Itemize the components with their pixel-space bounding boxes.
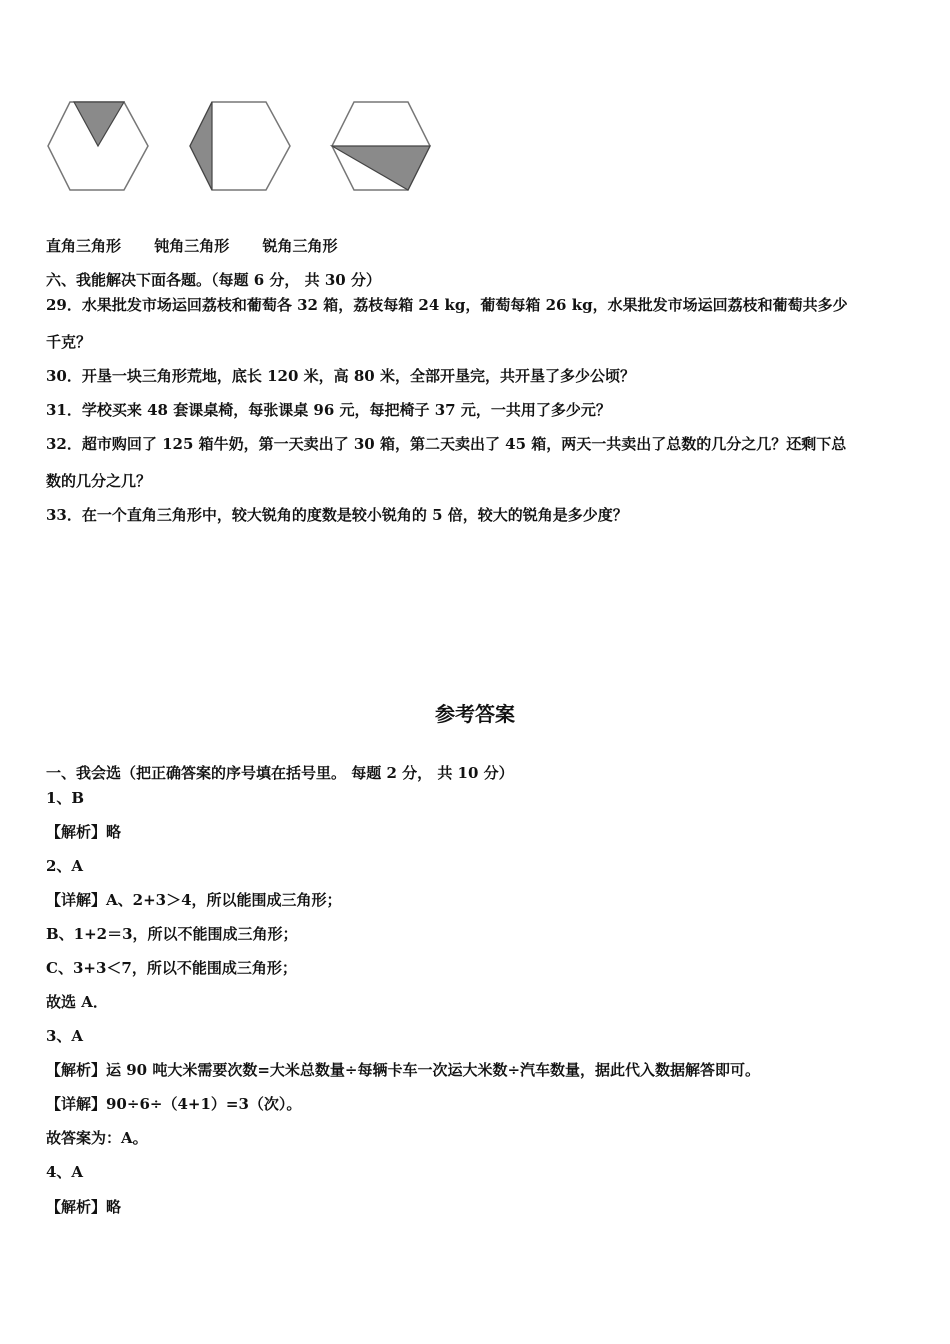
label-acute-triangle: 锐角三角形 (262, 237, 338, 255)
answer-3-answer: 故答案为：A。 (46, 1129, 148, 1147)
answer-2: 2、A (46, 857, 84, 875)
section6-heading: 六、我能解决下面各题。（每题 6 分， 共 30 分） (46, 271, 381, 289)
question-30: 30．开垦一块三角形荒地，底长 120 米，高 80 米，全部开垦完，共开垦了多少公顷？ (46, 367, 635, 385)
answers-heading: 一、我会选（把正确答案的序号填在括号里。 每题 2 分， 共 10 分） (46, 764, 514, 782)
figure-labels (46, 236, 366, 256)
answer-2-option-c: C、3+3＜7，所以不能围成三角形； (46, 959, 297, 977)
answer-2-detail: 【详解】A、2+3＞4，所以能围成三角形； (46, 891, 342, 909)
label-obtuse-triangle: 钝角三角形 (154, 237, 230, 255)
question-31: 31．学校买来 48 套课桌椅，每张课桌 96 元，每把椅子 37 元，一共用了多少元？ (46, 401, 611, 419)
answer-1-analysis: 【解析】略 (46, 823, 122, 841)
answer-1: 1、B (46, 789, 85, 807)
question-32-line2: 数的几分之几？ (46, 472, 152, 490)
answer-4-analysis: 【解析】略 (46, 1198, 122, 1216)
hexagon-right-triangle (48, 102, 148, 190)
question-29-line2: 千克？ (46, 333, 92, 351)
answer-4: 4、A (46, 1163, 84, 1181)
question-33: 33．在一个直角三角形中，较大锐角的度数是较小锐角的 5 倍，较大的锐角是多少度？ (46, 506, 628, 524)
answer-3: 3、A (46, 1027, 84, 1045)
answer-3-detail: 【详解】90÷6÷（4+1）=3（次）。 (46, 1095, 302, 1113)
question-32-line1: 32．超市购回了 125 箱牛奶，第一天卖出了 30 箱，第二天卖出了 45 箱，两天一共卖出了总数的几分之几？还剩下总 (46, 435, 847, 453)
answers-title: 参考答案 (435, 702, 515, 726)
label-right-triangle: 直角三角形 (46, 237, 122, 255)
answer-3-analysis: 【解析】运 90 吨大米需要次数=大米总数量÷每辆卡车一次运大米数÷汽车数量，据此代入数据解答即可。 (46, 1061, 761, 1079)
hexagon-figures (40, 92, 460, 202)
hexagon-obtuse-triangle (190, 102, 290, 190)
answer-2-option-b: B、1+2＝3，所以不能围成三角形； (46, 925, 298, 943)
question-29-line1: 29．水果批发市场运回荔枝和葡萄各 32 箱，荔枝每箱 24 kg，葡萄每箱 26 kg，水果批发市场运回荔枝和葡萄共多少 (46, 296, 848, 314)
hexagon-acute-triangle (332, 102, 430, 190)
answer-2-choice: 故选 A． (46, 993, 108, 1011)
